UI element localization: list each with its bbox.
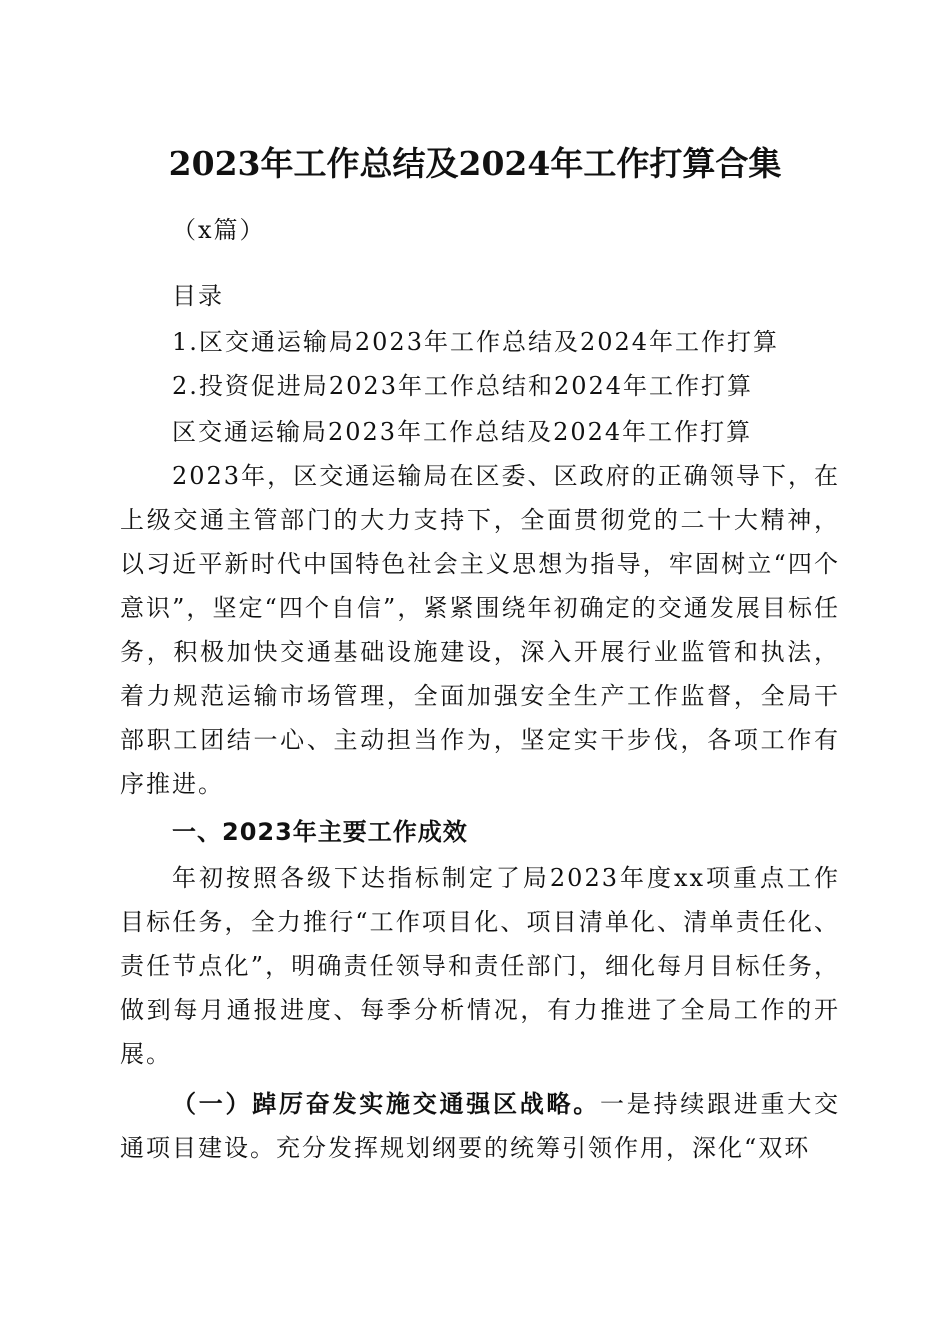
sub-heading-strategy: （一）踔厉奋发实施交通强区战略。: [172, 1089, 600, 1118]
toc-item-1: 1.区交通运输局2023年工作总结及2024年工作打算: [172, 328, 780, 356]
paragraph-strategy-text: 一是持续跟进重大交通项目建设。充分发挥规划纲要的统筹引领作用，深化“双环: [120, 1090, 840, 1162]
body-text-block-3: [120, 1082, 840, 1170]
heading-main-achievements: 一、2023年主要工作成效: [172, 818, 468, 846]
toc-item-2: 2.投资促进局2023年工作总结和2024年工作打算: [172, 372, 754, 400]
paragraph-targets: 年初按照各级下达指标制定了局2023年度xx项重点工作目标任务，全力推行“工作项目化、项目清单化、清单责任化、责任节点化”，明确责任领导和责任部门，细化每月目标任务，做到每月通报进度、每季分析情况，有力推进了全局工作的开展。: [120, 864, 840, 1068]
section-title: 区交通运输局2023年工作总结及2024年工作打算: [172, 418, 753, 446]
intro-paragraph: 2023年，区交通运输局在区委、区政府的正确领导下，在上级交通主管部门的大力支持下，全面贯彻党的二十大精神，以习近平新时代中国特色社会主义思想为指导，牢固树立“四个意识”，坚定“四个自信”，紧紧围绕年初确定的交通发展目标任务，积极加快交通基础设施建设，深入开展行业监管和执法，着力规范运输市场管理，全面加强安全生产工作监督，全局干部职工团结一心、主动担当作为，坚定实干步伐，各项工作有序推进。: [120, 462, 840, 798]
paragraph-strategy: [120, 1082, 840, 1170]
body-text-block: [120, 454, 840, 806]
document-title: 2023年工作总结及2024年工作打算合集: [168, 144, 782, 183]
body-text-block-2: [120, 856, 840, 1076]
toc-label: 目录: [172, 282, 224, 310]
count-note: （x篇）: [172, 216, 266, 244]
